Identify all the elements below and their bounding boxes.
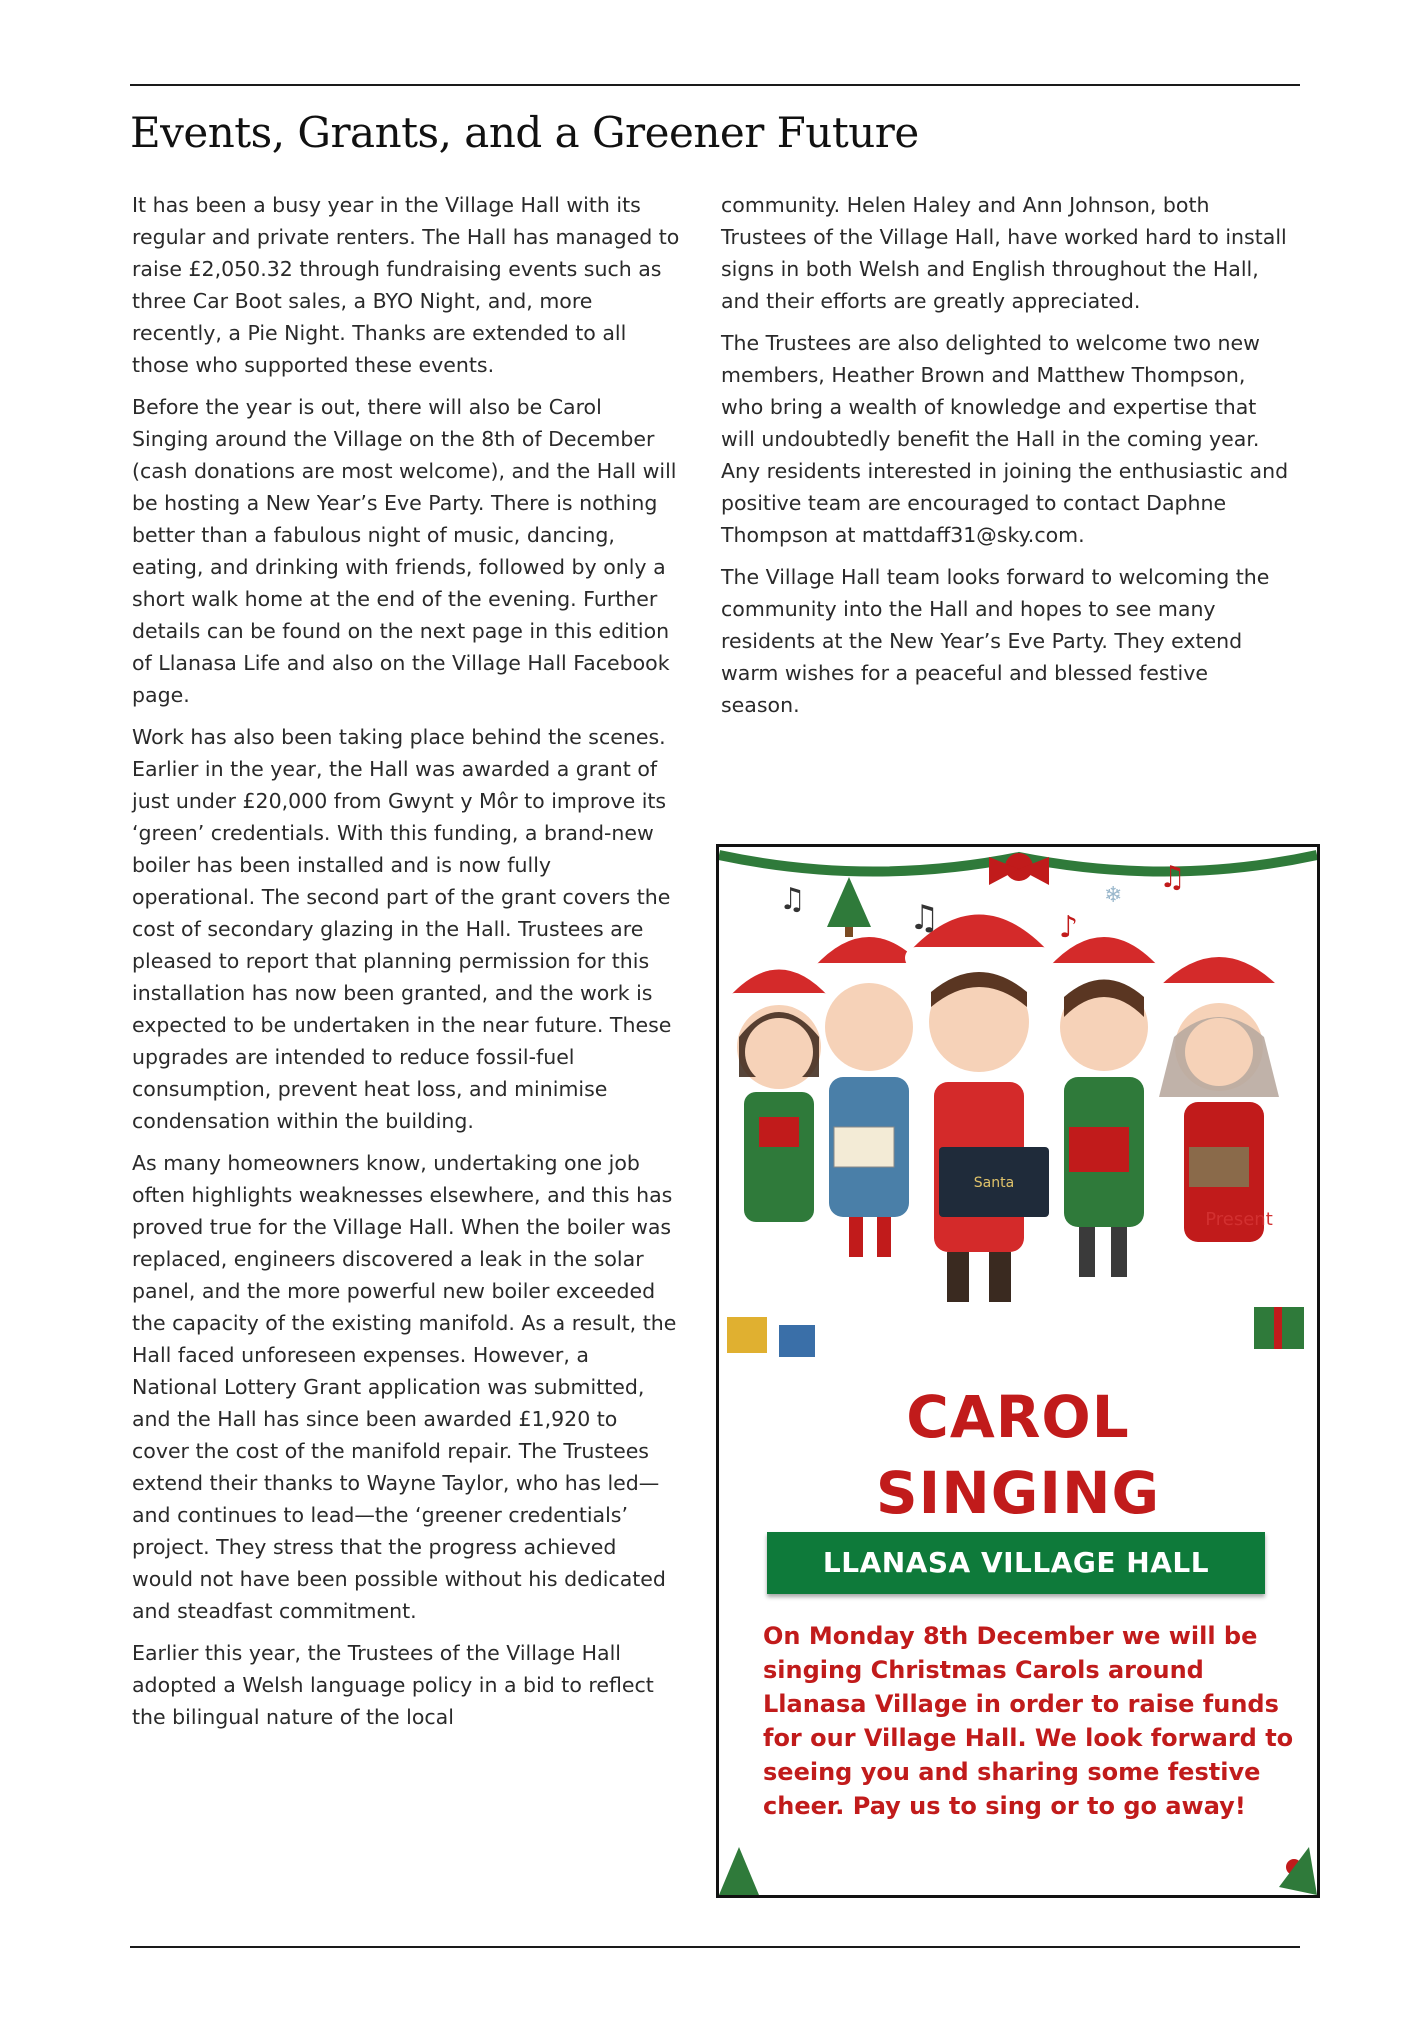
paragraph: Work has also been taking place behind the scenes. Earlier in the year, the Hall was awarded a grant of just under £20,000 from Gwynt y Môr to improve its ‘green’ credentials. With this funding, a brand-new boiler has been installed and is now fully operational. The second part of the grant covers the cost of secondary glazing in the Hall. Trustees are pleased to report that planning permission for this installation has now been granted, and the work is expected to be undertaken in the near future. These upgrades are intended to reduce fossil-fuel consumption, prevent heat loss, and minimise condensation within the building.	[132, 725, 672, 1133]
child-figure	[1045, 937, 1163, 1277]
paragraph: As many homeowners know, undertaking one job often highlights weaknesses elsewhere, and this has proved true for the Village Hall. When the boiler was replaced, engineers discovered a leak in the solar panel, and the more powerful new boiler exceeded the capacity of the existing manifold. As a result, the Hall faced unforeseen expenses. However, a National Lottery Grant application was submitted, and the Hall has since been awarded £1,920 to cover the cost of the manifold repair. The Trustees extend their thanks to Wayne Taylor, who has led—and continues to lead—the ‘greener credentials’ project. They stress that the progress achieved would not have been possible without his dedicated and steadfast commitment.	[132, 1151, 677, 1623]
snowflake-icon: ❄	[1104, 883, 1123, 908]
poster-message: On Monday 8th December we will be singing Christmas Carols around Llanasa Village in order to raise funds for our Village Hall. We look forward to seeing you and sharing some festive cheer. Pay us to sing or to go away!	[763, 1622, 1294, 1820]
book-label: Present	[1205, 1209, 1273, 1230]
paragraph: The Trustees are also delighted to welcome two new members, Heather Brown and Matthew Thompson, who bring a wealth of knowledge and expertise that will undoubtedly benefit the Hall in the coming year. Any residents interested in joining the enthusiastic and positive team are encouraged to contact Daphne Thompson at mattdaff31@sky.com.	[721, 331, 1289, 547]
book-label: Santa	[973, 1175, 1015, 1191]
child-figure	[727, 970, 831, 1223]
gift-icon	[727, 1317, 767, 1353]
poster-heading-line2: SINGING	[875, 1459, 1161, 1527]
top-rule	[130, 84, 1300, 86]
paragraph: The Village Hall team looks forward to welcoming the community into the Hall and hopes to see many residents at the New Year’s Eve Party. They extend warm wishes for a peaceful and blessed festive season.	[721, 565, 1270, 717]
article-title: Events, Grants, and a Greener Future	[130, 108, 919, 157]
paragraph: It has been a busy year in the Village Hall with its regular and private renters. The Hall has managed to raise £2,050.32 through fundraising events such as three Car Boot sales, a BYO Night, and, more recently, a Pie Night. Thanks are extended to all those who supported these events.	[132, 193, 680, 377]
right-column	[721, 189, 1291, 731]
poster-heading-line1: CAROL	[906, 1383, 1130, 1451]
music-note-icon: ♫	[909, 898, 940, 938]
gift-icon	[779, 1325, 815, 1357]
left-column	[132, 189, 680, 1743]
music-note-icon: ♫	[779, 882, 806, 917]
paragraph: Before the year is out, there will also be Carol Singing around the Village on the 8th of December (cash donations are most welcome), and the Hall will be hosting a New Year’s Eve Party. There is nothing better than a fabulous night of music, dancing, eating, and drinking with friends, followed by only a short walk home at the end of the evening. Further details can be found on the next page in this edition of Llanasa Life and also on the Village Hall Facebook page.	[132, 395, 677, 707]
christmas-tree-icon	[827, 877, 871, 927]
child-figure	[1155, 957, 1283, 1242]
child-figure	[905, 915, 1053, 1303]
poster-banner: LLANASA VILLAGE HALL	[767, 1532, 1265, 1594]
child-figure	[811, 937, 927, 1257]
paragraph: community. Helen Haley and Ann Johnson, both Trustees of the Village Hall, have worked hard to install signs in both Welsh and English throughout the Hall, and their efforts are greatly appreciated.	[721, 193, 1287, 313]
music-note-icon: ♫	[1159, 860, 1186, 895]
carol-singing-poster	[716, 844, 1320, 1898]
bottom-rule	[130, 1946, 1300, 1948]
music-note-icon: ♪	[1059, 910, 1079, 945]
paragraph: Earlier this year, the Trustees of the Village Hall adopted a Welsh language policy in a bid to reflect the bilingual nature of the local	[132, 1641, 654, 1729]
